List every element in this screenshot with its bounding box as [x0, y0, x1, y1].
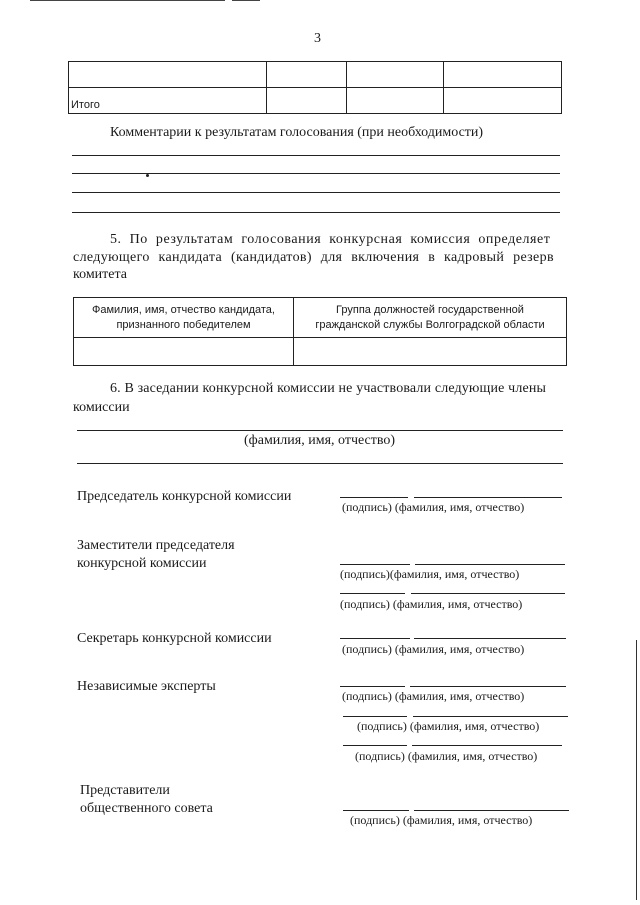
name-line — [410, 686, 566, 687]
public-council-caption: (подпись) (фамилия, имя, отчество) — [350, 813, 533, 827]
signature-line — [340, 564, 410, 565]
table-cell — [294, 338, 567, 366]
deputy1-caption: (подпись)(фамилия, имя, отчество) — [340, 567, 520, 581]
name-line — [415, 564, 565, 565]
name-line — [411, 593, 565, 594]
comment-line — [72, 192, 560, 193]
table-cell — [347, 62, 444, 88]
total-label: Итого — [71, 99, 100, 111]
public-council-label-line2: общественного совета — [80, 801, 213, 816]
name-line — [414, 638, 566, 639]
page-number: 3 — [314, 31, 321, 46]
chairman-label: Председатель конкурсной комиссии — [77, 489, 292, 504]
absent-members-caption: (фамилия, имя, отчество) — [244, 433, 396, 448]
section6-line1: 6. В заседании конкурсной комиссии не участвовали следующие члены — [110, 381, 547, 396]
secretary-caption: (подпись) (фамилия, имя, отчество) — [342, 642, 525, 656]
expert2-caption: (подпись) (фамилия, имя, отчество) — [357, 719, 540, 733]
chairman-caption: (подпись) (фамилия, имя, отчество) — [342, 500, 525, 514]
reserve-table — [73, 297, 567, 366]
deputies-label-line1: Заместители председателя — [77, 538, 235, 553]
reserve-col-position-group — [294, 298, 567, 338]
table-row — [74, 338, 567, 366]
section5-line1: 5. По результатам голосования конкурсная комиссия определяет — [110, 232, 551, 247]
signature-line — [340, 497, 408, 498]
name-line — [414, 810, 569, 811]
table-cell — [74, 338, 294, 366]
absent-members-line — [77, 463, 563, 464]
signature-line — [343, 716, 407, 717]
reserve-col-position-group-line1: Группа должностей государственной — [336, 303, 524, 316]
table-cell — [347, 88, 444, 114]
signature-line — [343, 745, 407, 746]
reserve-col-candidate-line2: признанного победителем — [116, 318, 251, 331]
signature-line — [340, 638, 410, 639]
signature-line — [340, 686, 405, 687]
table-cell — [267, 62, 347, 88]
comments-heading: Комментарии к результатам голосования (при необходимости) — [110, 125, 484, 140]
table-cell — [267, 88, 347, 114]
secretary-label: Секретарь конкурсной комиссии — [77, 631, 272, 646]
signature-line — [340, 593, 405, 594]
section6-line2: комиссии — [73, 400, 130, 415]
name-line — [413, 716, 568, 717]
expert3-caption: (подпись) (фамилия, имя, отчество) — [355, 749, 538, 763]
table-row — [69, 88, 562, 114]
ink-dot — [146, 174, 149, 177]
scan-edge-mark — [232, 0, 260, 1]
signature-line — [343, 810, 409, 811]
name-line — [412, 745, 562, 746]
comment-line — [72, 155, 560, 156]
name-line — [414, 497, 562, 498]
table-row — [69, 62, 562, 88]
scan-edge-line — [636, 640, 637, 900]
reserve-col-candidate-line1: Фамилия, имя, отчество кандидата, — [92, 303, 275, 316]
expert1-caption: (подпись) (фамилия, имя, отчество) — [342, 689, 525, 703]
table-cell — [444, 62, 562, 88]
deputies-label-line2: конкурсной комиссии — [77, 556, 207, 571]
section5-line3: комитета — [73, 267, 128, 282]
reserve-col-candidate — [74, 298, 294, 338]
comment-line — [72, 212, 560, 213]
experts-label: Независимые эксперты — [77, 679, 216, 694]
table-cell — [444, 88, 562, 114]
section5-line2: следующего кандидата (кандидатов) для включения в кадровый резерв — [73, 250, 554, 265]
scan-edge-mark — [30, 0, 225, 1]
absent-members-line — [77, 430, 563, 431]
reserve-col-position-group-line2: гражданской службы Волгоградской области — [315, 318, 545, 331]
deputy2-caption: (подпись) (фамилия, имя, отчество) — [340, 597, 523, 611]
total-label-cell — [69, 88, 267, 114]
public-council-label-line1: Представители — [80, 783, 170, 798]
voting-results-table — [68, 61, 562, 114]
table-header-row — [74, 298, 567, 338]
table-cell — [69, 62, 267, 88]
